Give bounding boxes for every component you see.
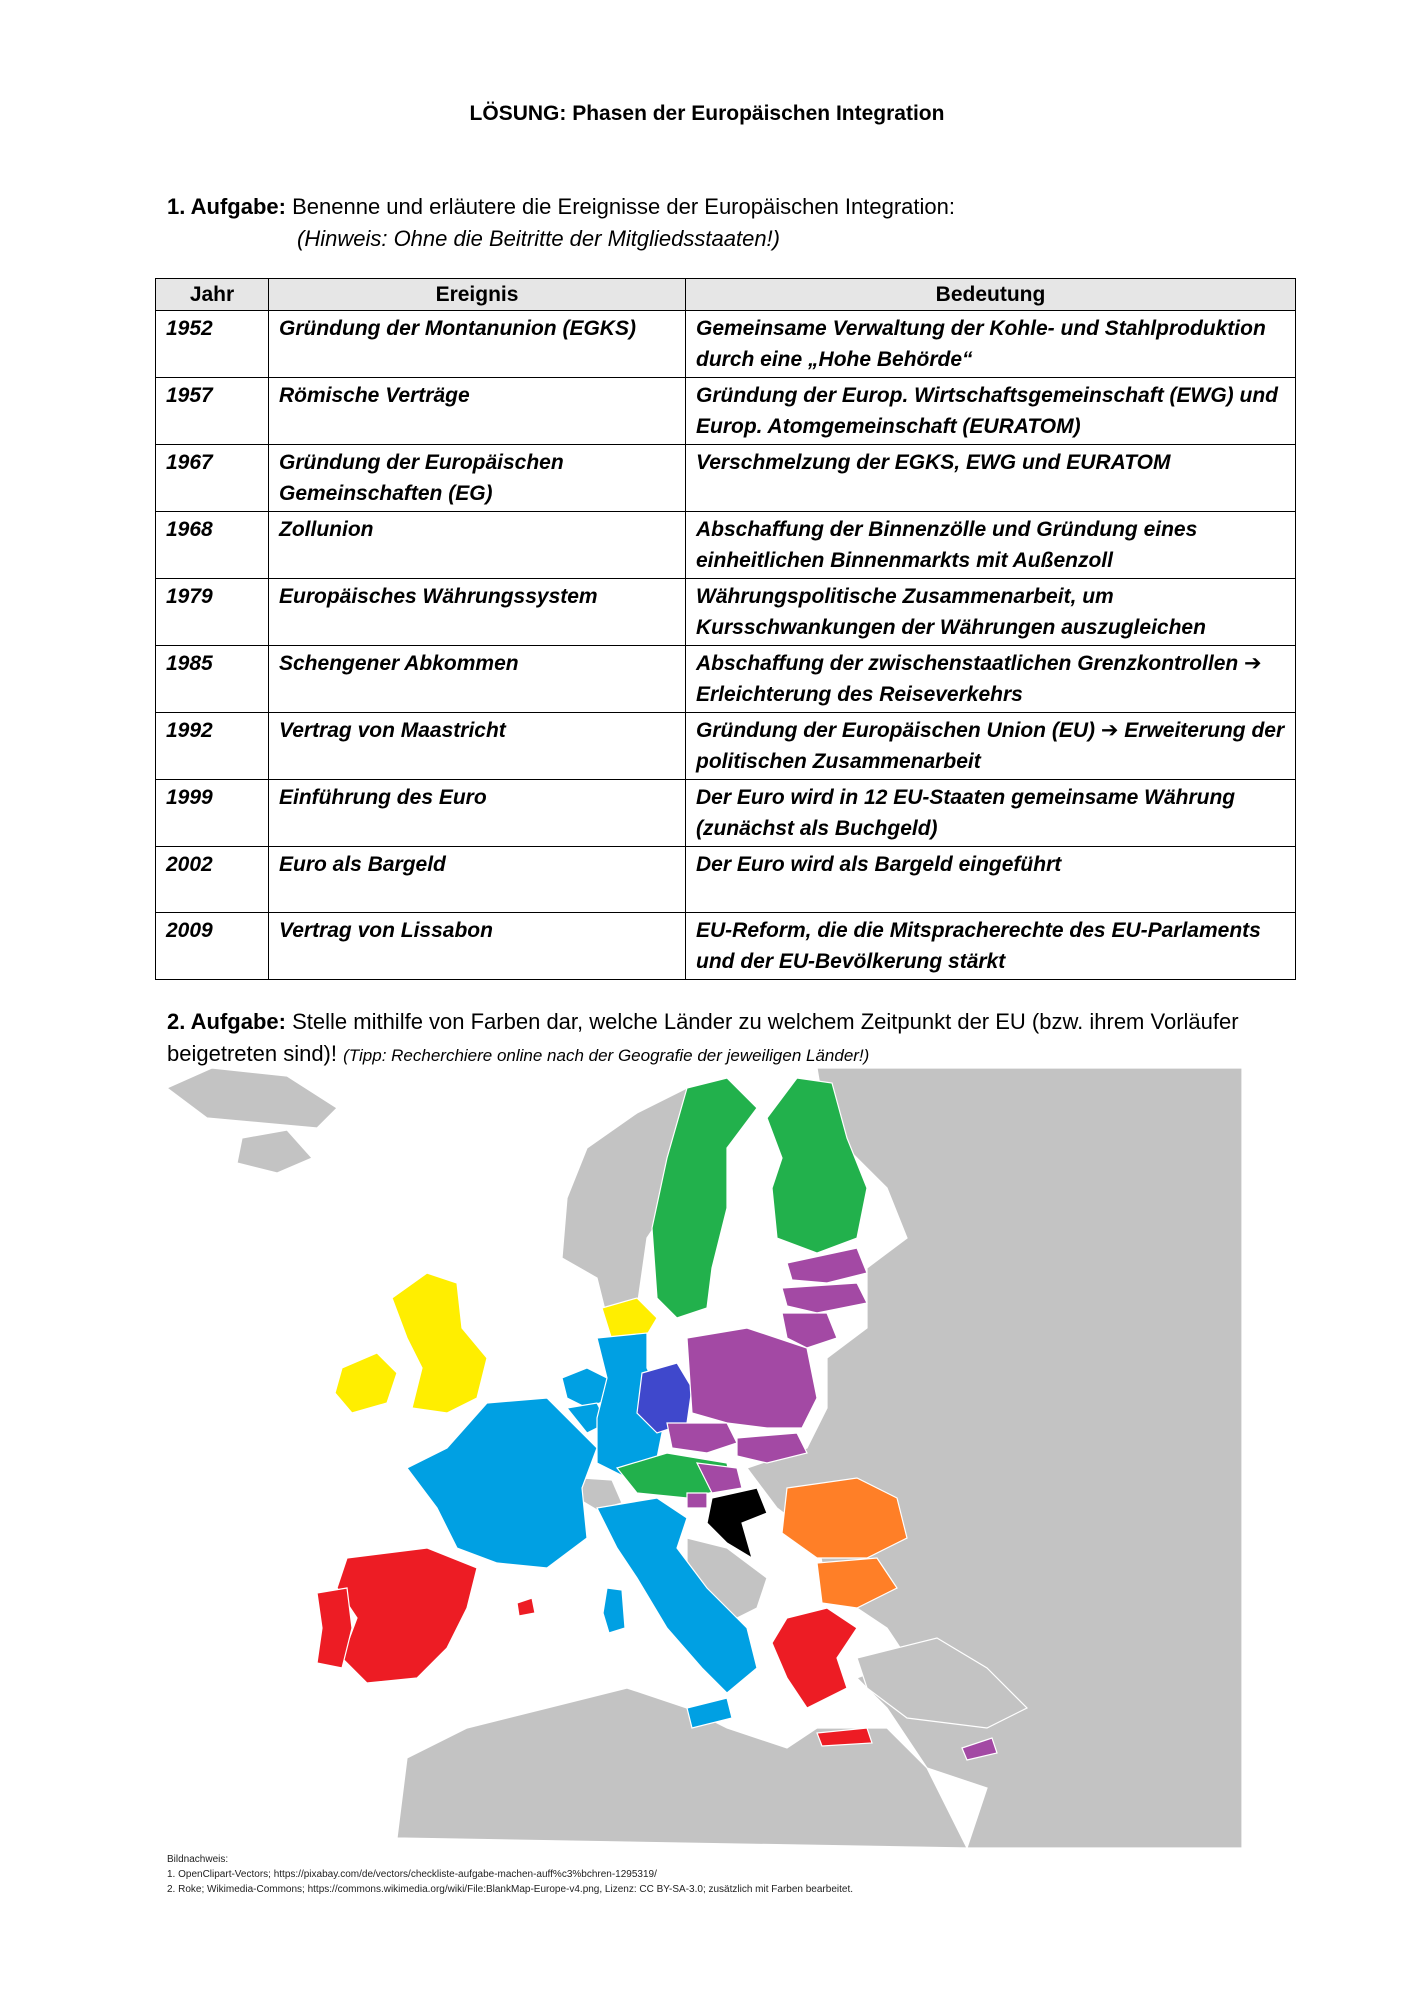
cell-meaning: EU-Reform, die die Mitspracherechte des EU-Parlaments und der EU-Bevölkerung stärkt (686, 913, 1296, 980)
image-credits (167, 1852, 853, 1897)
table-row (156, 512, 1296, 579)
cell-meaning: Währungspolitische Zusammenarbeit, um Kursschwankungen der Währungen auszugleichen (686, 579, 1296, 646)
task-2-label: 2. Aufgabe: (167, 1009, 286, 1034)
table-row (156, 378, 1296, 445)
table-row (156, 913, 1296, 980)
cell-event: Vertrag von Lissabon (269, 913, 686, 980)
task-1 (167, 194, 955, 220)
cell-meaning: Abschaffung der zwischenstaatlichen Grenzkontrollen ➔ Erleichterung des Reiseverkehrs (686, 646, 1296, 713)
header-meaning: Bedeutung (686, 279, 1296, 311)
cell-event: Römische Verträge (269, 378, 686, 445)
cell-year: 2009 (156, 913, 269, 980)
cell-year: 1999 (156, 780, 269, 847)
table-row (156, 713, 1296, 780)
cell-year: 1979 (156, 579, 269, 646)
table-row (156, 847, 1296, 913)
task-1-text: Benenne und erläutere die Ereignisse der Europäischen Integration: (285, 194, 955, 219)
cell-event: Vertrag von Maastricht (269, 713, 686, 780)
task-2-text: Stelle mithilfe von Farben dar, welche Länder zu welchem Zeitpunkt der EU (bzw. ihrem Vorläufer beigetreten sind)! (167, 1009, 1239, 1066)
task-2 (167, 1006, 1277, 1072)
cell-meaning: Abschaffung der Binnenzölle und Gründung eines einheitlichen Binnenmarkts mit Außenzoll (686, 512, 1296, 579)
europe-map (167, 1068, 1242, 1848)
table-row (156, 646, 1296, 713)
cell-meaning: Gemeinsame Verwaltung der Kohle- und Stahlproduktion durch eine „Hohe Behörde“ (686, 311, 1296, 378)
table-row (156, 311, 1296, 378)
cell-year: 1967 (156, 445, 269, 512)
table-row (156, 780, 1296, 847)
cell-event: Schengener Abkommen (269, 646, 686, 713)
cell-year: 1992 (156, 713, 269, 780)
cell-meaning: Verschmelzung der EGKS, EWG und EURATOM (686, 445, 1296, 512)
cell-meaning: Der Euro wird in 12 EU-Staaten gemeinsame Währung (zunächst als Buchgeld) (686, 780, 1296, 847)
header-year: Jahr (156, 279, 269, 311)
cell-meaning: Gründung der Europäischen Union (EU) ➔ Erweiterung der politischen Zusammenarbeit (686, 713, 1296, 780)
cell-meaning: Der Euro wird als Bargeld eingeführt (686, 847, 1296, 913)
task-1-label: 1. Aufgabe: (167, 194, 286, 219)
cell-year: 1985 (156, 646, 269, 713)
cell-year: 1957 (156, 378, 269, 445)
cell-event: Gründung der Montanunion (EGKS) (269, 311, 686, 378)
table-row (156, 579, 1296, 646)
cell-event: Gründung der Europäischen Gemeinschaften (EG) (269, 445, 686, 512)
cell-event: Einführung des Euro (269, 780, 686, 847)
credit-item: 2. Roke; Wikimedia-Commons; https://commons.wikimedia.org/wiki/File:BlankMap-Europe-v4.png, Lizenz: CC BY-SA-3.0; zusätzlich mit Farben bearbeitet. (167, 1884, 854, 1895)
cell-year: 2002 (156, 847, 269, 913)
credits-heading: Bildnachweis: (167, 1854, 229, 1865)
table-header-row (156, 279, 1296, 311)
cell-event: Europäisches Währungssystem (269, 579, 686, 646)
cell-year: 1968 (156, 512, 269, 579)
header-event: Ereignis (269, 279, 686, 311)
cell-year: 1952 (156, 311, 269, 378)
cell-event: Zollunion (269, 512, 686, 579)
page-title: LÖSUNG: Phasen der Europäischen Integration (469, 102, 945, 125)
events-table (155, 278, 1296, 980)
task-2-tip: (Tipp: Recherchiere online nach der Geografie der jeweiligen Länder!) (343, 1046, 870, 1065)
credit-item: 1. OpenClipart-Vectors; https://pixabay.com/de/vectors/checkliste-aufgabe-machen-auff%c3%bchren-1295319/ (167, 1869, 657, 1880)
table-row (156, 445, 1296, 512)
cell-event: Euro als Bargeld (269, 847, 686, 913)
cell-meaning: Gründung der Europ. Wirtschaftsgemeinschaft (EWG) und Europ. Atomgemeinschaft (EURATOM) (686, 378, 1296, 445)
task-1-hint: (Hinweis: Ohne die Beitritte der Mitgliedsstaaten!) (297, 226, 780, 251)
